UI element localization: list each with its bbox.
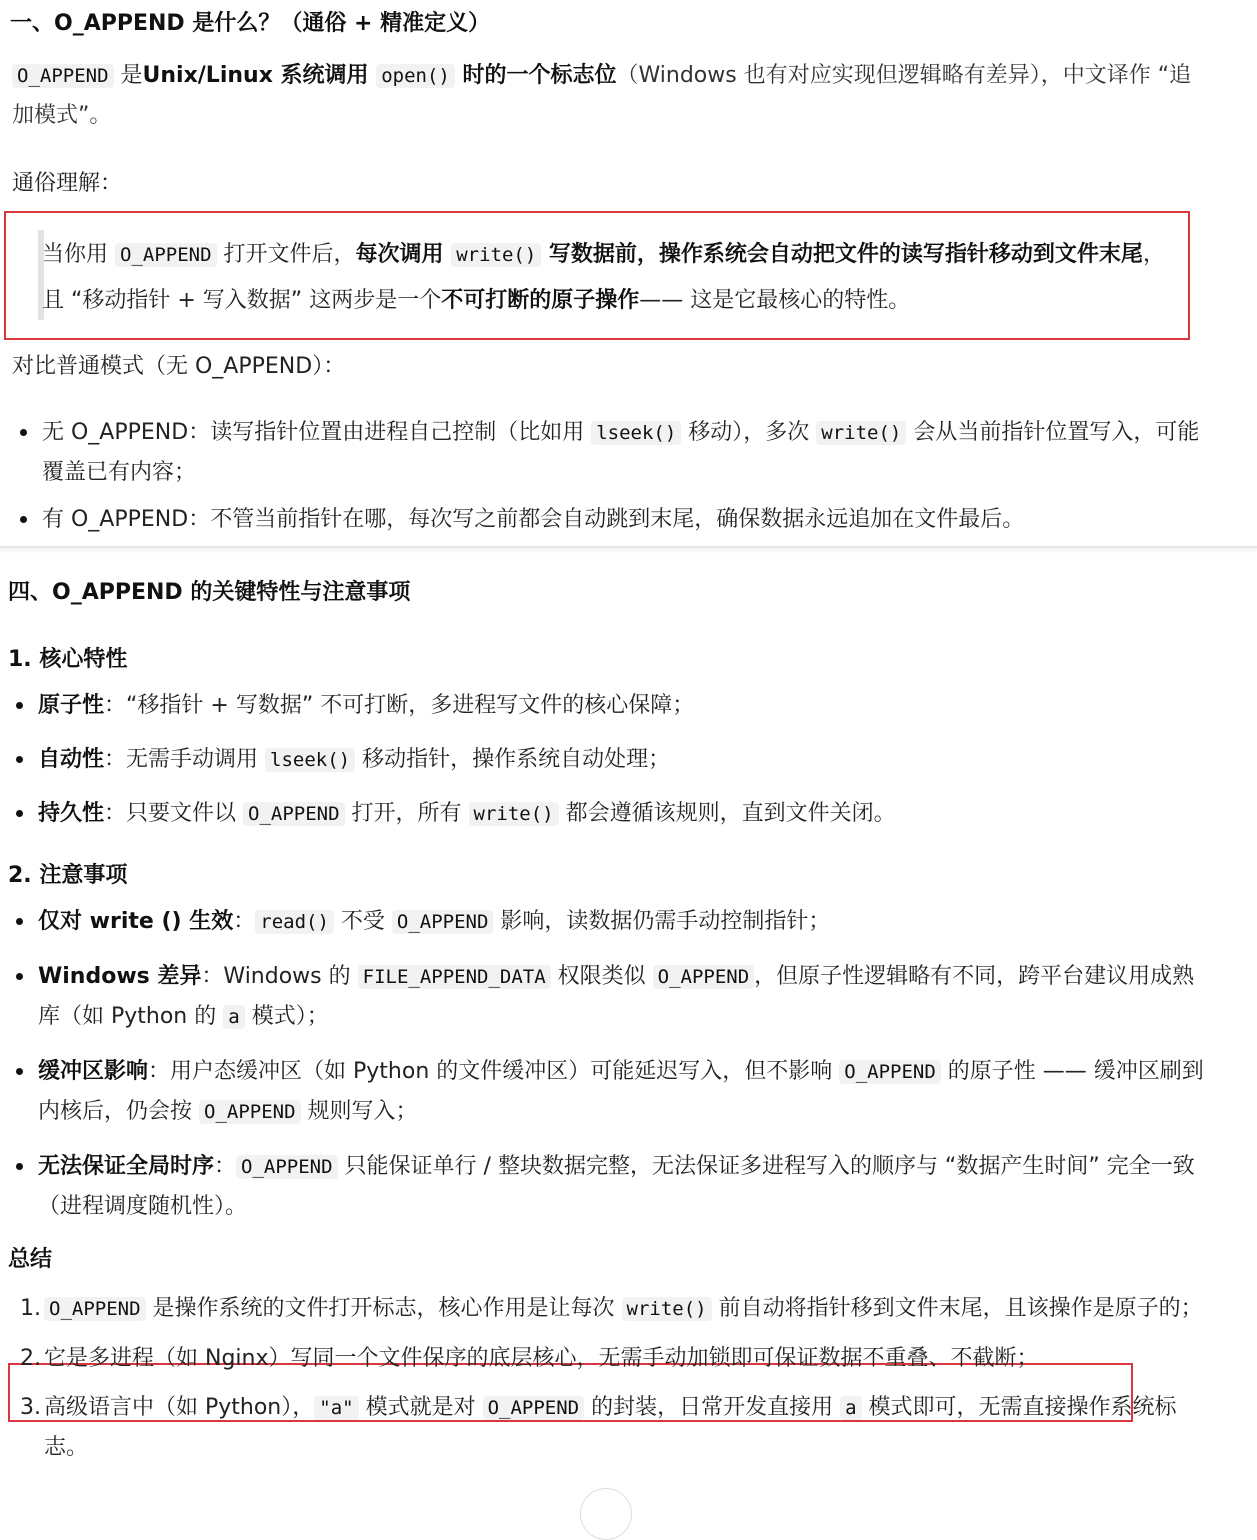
list-item bbox=[10, 902, 1210, 942]
scroll-button-circle[interactable] bbox=[580, 1488, 632, 1540]
inline-code: O_APPEND bbox=[392, 910, 494, 934]
text: 前自动将指针移到文件末尾，且该操作是原子的； bbox=[711, 1296, 1203, 1321]
inline-code: write() bbox=[469, 802, 559, 826]
text: ：无需手动调用 bbox=[104, 747, 266, 772]
list-item bbox=[8, 1289, 1208, 1329]
text: 无 O_APPEND：读写指针位置由进程自己控制（比如用 bbox=[42, 420, 592, 445]
text: 打开文件后， bbox=[216, 242, 356, 267]
text: 规则写入； bbox=[300, 1099, 418, 1124]
compare-list bbox=[14, 413, 1204, 539]
inline-code: read() bbox=[255, 910, 334, 934]
text: 影响，读数据仍需手动控制指针； bbox=[493, 909, 831, 934]
text: 只能保证单行 / 整块数据完整，无法保证多进程写入的顺序与 “数据产生时间” 完全一致（进程调度随机性）。 bbox=[38, 1154, 1195, 1219]
list-item bbox=[10, 1147, 1210, 1226]
text: ，但原子性逻辑略有不同，跨平台建议用成熟库（如 Python 的 bbox=[38, 964, 1195, 1029]
text: 高级语言中（如 Python）， bbox=[44, 1395, 315, 1420]
subheading-notes: 2. 注意事项 bbox=[8, 863, 128, 888]
bold-text: 缓冲区影响 bbox=[38, 1059, 149, 1084]
bold-text: 写数据前，操作系统会自动把文件的读写指针移动到文件末尾 bbox=[541, 242, 1143, 267]
section-heading-what-is: 一、O_APPEND 是什么？（通俗 + 精准定义） bbox=[10, 11, 491, 36]
text: 打开，所有 bbox=[344, 801, 469, 826]
list-item bbox=[10, 957, 1210, 1037]
list-number: 2. bbox=[20, 1346, 41, 1371]
list-number: 3. bbox=[20, 1395, 41, 1420]
summary-list bbox=[8, 1289, 1208, 1467]
blockquote bbox=[42, 232, 1177, 323]
list-number: 1. bbox=[20, 1296, 41, 1321]
list-item bbox=[10, 740, 1210, 780]
bold-text: 自动性 bbox=[38, 747, 105, 772]
text: ： bbox=[214, 1154, 237, 1179]
inline-code: O_APPEND bbox=[243, 802, 345, 826]
text: 是操作系统的文件打开标志，核心作用是让每次 bbox=[145, 1296, 622, 1321]
inline-code: a bbox=[223, 1005, 244, 1029]
text: 的封装，日常开发直接用 bbox=[584, 1395, 841, 1420]
text: 都会遵循该规则，直到文件关闭。 bbox=[558, 801, 896, 826]
text: 是 bbox=[113, 63, 143, 88]
bold-text: 仅对 write () 生效 bbox=[38, 909, 234, 934]
notes-list bbox=[10, 902, 1210, 1226]
inline-code: write() bbox=[622, 1297, 712, 1321]
inline-code: a bbox=[840, 1396, 861, 1420]
inline-code: O_APPEND bbox=[44, 1297, 146, 1321]
list-item bbox=[10, 794, 1210, 834]
inline-code: O_APPEND bbox=[839, 1060, 941, 1084]
list-item bbox=[14, 413, 1204, 492]
inline-code: O_APPEND bbox=[199, 1100, 301, 1124]
bold-text: 不可打断的原子操作 bbox=[441, 288, 640, 313]
inline-code: lseek() bbox=[591, 421, 681, 445]
compare-label: 对比普通模式（无 O_APPEND）： bbox=[12, 354, 346, 379]
inline-code: O_APPEND bbox=[12, 64, 114, 88]
text: 当你用 bbox=[42, 242, 115, 267]
inline-code: O_APPEND bbox=[115, 243, 217, 267]
plain-understanding-label: 通俗理解： bbox=[12, 171, 123, 196]
bold-text: 原子性 bbox=[38, 693, 105, 718]
text: 移动指针，操作系统自动处理； bbox=[355, 747, 671, 772]
inline-code: write() bbox=[451, 243, 541, 267]
text: 它是多进程（如 Nginx）写同一个文件保序的底层核心，无需手动加锁即可保证数据不重叠、不截断； bbox=[44, 1346, 1039, 1371]
text: 权限类似 bbox=[550, 964, 653, 989]
bold-text: 持久性 bbox=[38, 801, 105, 826]
text: 不受 bbox=[333, 909, 392, 934]
inline-code: O_APPEND bbox=[653, 965, 755, 989]
subheading-core-features: 1. 核心特性 bbox=[8, 647, 128, 672]
text: ：“移指针 + 写数据” 不可打断，多进程写文件的核心保障； bbox=[104, 693, 695, 718]
summary-heading: 总结 bbox=[8, 1247, 53, 1272]
inline-code: O_APPEND bbox=[236, 1155, 338, 1179]
text: ：用户态缓冲区（如 Python 的文件缓冲区）可能延迟写入，但不影响 bbox=[148, 1059, 840, 1084]
list-item bbox=[10, 686, 1210, 726]
section-divider bbox=[0, 546, 1257, 548]
list-item bbox=[8, 1388, 1208, 1467]
core-features-list bbox=[10, 686, 1210, 834]
text: 的原子性 —— 缓冲区刷到内核后，仍会按 bbox=[38, 1059, 1204, 1124]
text: ： bbox=[233, 909, 256, 934]
text: （Windows 也有对应实现但逻辑略有差异），中文译作 “追加模式”。 bbox=[12, 63, 1192, 128]
list-item bbox=[10, 1052, 1210, 1132]
definition-paragraph bbox=[12, 56, 1202, 136]
bold-text: 每次调用 bbox=[355, 242, 452, 267]
text: ：只要文件以 bbox=[104, 801, 244, 826]
text: 模式即可，无需直接操作系统标志。 bbox=[44, 1395, 1177, 1460]
text: ，且 “移动指针 + 写入数据” 这两步是一个 bbox=[42, 242, 1165, 313]
bold-text: Unix/Linux 系统调用 bbox=[142, 63, 377, 88]
bold-text: 时的一个标志位 bbox=[454, 63, 617, 88]
inline-code: "a" bbox=[314, 1396, 358, 1420]
inline-code: O_APPEND bbox=[483, 1396, 585, 1420]
list-item bbox=[8, 1339, 1208, 1378]
bold-text: 无法保证全局时序 bbox=[38, 1154, 215, 1179]
text: 模式）； bbox=[244, 1004, 329, 1029]
text: 会从当前指针位置写入，可能覆盖已有内容； bbox=[42, 420, 1200, 485]
inline-code: lseek() bbox=[265, 748, 355, 772]
text: 移动），多次 bbox=[681, 420, 817, 445]
text: —— 这是它最核心的特性。 bbox=[639, 288, 911, 313]
inline-code: open() bbox=[376, 64, 455, 88]
bold-text: Windows 差异 bbox=[38, 964, 202, 989]
text: 模式就是对 bbox=[358, 1395, 483, 1420]
inline-code: write() bbox=[816, 421, 906, 445]
text: ：Windows 的 bbox=[201, 964, 358, 989]
section-heading-key-features: 四、O_APPEND 的关键特性与注意事项 bbox=[8, 580, 411, 605]
inline-code: FILE_APPEND_DATA bbox=[358, 965, 551, 989]
list-item: 有 O_APPEND：不管当前指针在哪，每次写之前都会自动跳到末尾，确保数据永远追加在文件最后。 bbox=[14, 500, 1204, 539]
